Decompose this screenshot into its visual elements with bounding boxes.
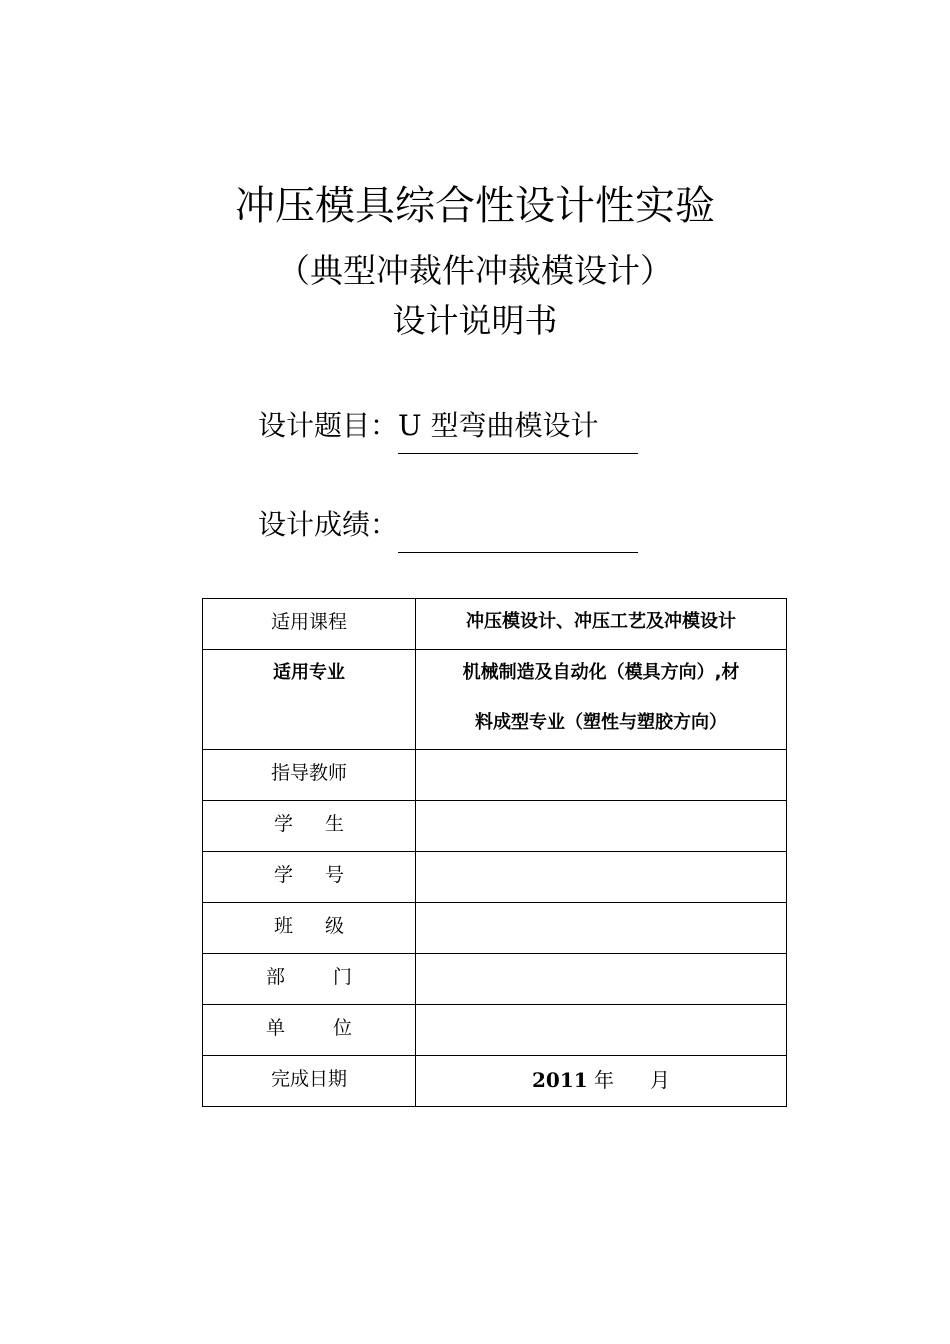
completion-date-value-cell — [416, 1056, 787, 1107]
table-row-department — [203, 954, 787, 1005]
design-topic-field — [258, 406, 638, 454]
course-value: 冲压模设计、冲压工艺及冲模设计 — [466, 611, 736, 632]
student-id-value-cell — [416, 852, 787, 903]
major-value-line1: 机械制造及自动化（模具方向）,材 — [462, 662, 740, 683]
table-row-completion-date — [203, 1056, 787, 1107]
advisor-value — [416, 750, 786, 760]
unit-label: 单位 — [265, 1017, 400, 1039]
document-type: 设计说明书 — [392, 301, 558, 340]
course-label-cell — [203, 599, 416, 650]
design-grade-value — [398, 505, 638, 553]
major-value-cell — [416, 650, 787, 750]
student-id-value — [416, 852, 786, 862]
major-label: 适用专业 — [273, 662, 345, 683]
student-id-label: 学号 — [273, 864, 376, 886]
major-value — [416, 638, 786, 748]
table-row-student — [203, 801, 787, 852]
design-topic-value: U 型弯曲模设计 — [398, 406, 638, 454]
completion-date-value — [416, 1056, 786, 1094]
class-value — [416, 903, 786, 913]
table-row-student-id — [203, 852, 787, 903]
unit-value-cell — [416, 1005, 787, 1056]
student-value-cell — [416, 801, 787, 852]
department-label: 部门 — [265, 966, 400, 988]
class-value-cell — [416, 903, 787, 954]
completion-date-label: 完成日期 — [270, 1068, 347, 1090]
class-label: 班级 — [273, 915, 376, 937]
table-row-class — [203, 903, 787, 954]
department-value — [416, 954, 786, 964]
completion-month-unit: 月 — [650, 1068, 671, 1092]
design-grade-field — [258, 505, 638, 553]
table-row-advisor — [203, 750, 787, 801]
student-id-label-cell — [203, 852, 416, 903]
student-label: 学生 — [273, 813, 376, 835]
design-topic-label: 设计题目： — [258, 409, 399, 442]
major-value-line2: 料成型专业（塑性与塑胶方向） — [475, 712, 727, 733]
design-grade-label: 设计成绩： — [258, 508, 399, 541]
advisor-value-cell — [416, 750, 787, 801]
unit-label-cell — [203, 1005, 416, 1056]
completion-year-unit: 年 — [594, 1068, 615, 1092]
table-row-major — [203, 650, 787, 750]
completion-year: 2011 — [531, 1068, 588, 1092]
class-label-cell — [203, 903, 416, 954]
course-label: 适用课程 — [270, 611, 347, 633]
unit-value — [416, 1005, 786, 1015]
advisor-label: 指导教师 — [270, 762, 347, 784]
student-label-cell — [203, 801, 416, 852]
completion-date-label-cell — [203, 1056, 416, 1107]
major-label-cell — [203, 650, 416, 750]
info-table — [202, 598, 787, 1107]
department-label-cell — [203, 954, 416, 1005]
document-title: 冲压模具综合性设计性实验 — [235, 183, 715, 229]
student-value — [416, 801, 786, 811]
document-subtitle: （典型冲裁件冲裁模设计） — [277, 251, 673, 290]
table-row-unit — [203, 1005, 787, 1056]
department-value-cell — [416, 954, 787, 1005]
advisor-label-cell — [203, 750, 416, 801]
